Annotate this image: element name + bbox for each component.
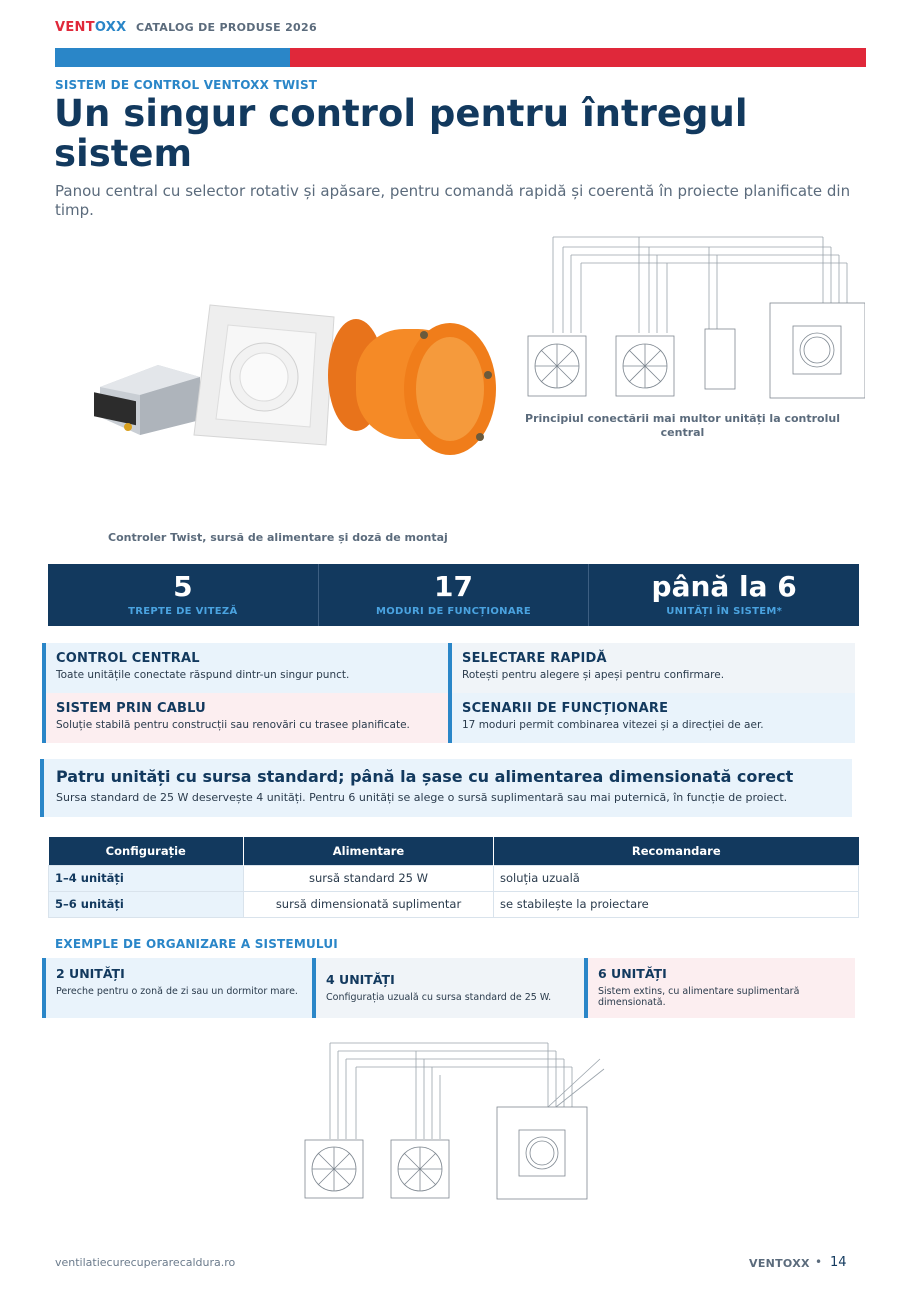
highlight-title: Patru unități cu sursa standard; până la șase cu alimentarea dimensionată corect [56,767,794,786]
stat-label: TREPTE DE VITEZĂ [128,606,238,617]
table-header-configuration: Configurație [49,837,244,865]
examples-row [42,958,855,1018]
example-4-units [312,958,584,1018]
table-header-recommendation: Recomandare [494,837,859,865]
stat-operating-modes [319,564,590,626]
example-title: 4 UNITĂȚI [326,972,395,987]
example-text: Configurația uzuală cu sursa standard de 25 W. [326,992,552,1003]
feature-quick-select [448,643,855,693]
page-title: Un singur control pentru întregul sistem [54,92,748,175]
example-text: Sistem extins, cu alimentare suplimentară dimensionată. [598,986,800,1008]
footer-brand: VENTOXX [749,1257,810,1270]
stats-band [48,564,859,626]
twist-controller-image [194,305,334,445]
table-cell: sursă standard 25 W [244,865,494,891]
brand-logo [55,20,126,35]
wiring-diagram-two-units [300,1035,620,1205]
feature-text: Rotești pentru alegere și apeși pentru confirmare. [462,669,725,681]
highlight-callout [40,759,852,817]
lead-paragraph: Panou central cu selector rotativ și apăsare, pentru comandă rapidă și coerentă în proiecte planificate din timp. [55,182,851,219]
feature-text: 17 moduri permit combinarea vitezei și a direcției de aer. [462,719,764,731]
catalog-label: CATALOG DE PRODUSE 2026 [136,21,317,34]
table-cell: se stabilește la proiectare [494,891,859,917]
feature-grid [42,643,855,743]
feature-title: SELECTARE RAPIDĂ [462,651,607,666]
table-header-row [49,837,859,865]
stat-value: 17 [434,570,473,603]
stat-speed-levels [48,564,319,626]
table-row [49,891,859,917]
brand-logo-part2: OXX [94,20,127,35]
feature-title: SCENARII DE FUNCȚIONARE [462,701,669,716]
stat-label: UNITĂȚI ÎN SISTEM* [666,606,783,617]
example-text: Pereche pentru o zonă de zi sau un dormitor mare. [56,986,298,997]
header-bar-red [290,48,866,67]
section-kicker: SISTEM DE CONTROL VENTOXX TWIST [55,78,318,92]
feature-wired-system [42,693,448,743]
table-cell: 5–6 unități [49,891,244,917]
table-header-power: Alimentare [244,837,494,865]
stat-value: 5 [173,570,193,603]
feature-title: SISTEM PRIN CABLU [56,701,206,716]
table-cell: sursă dimensionată suplimentar [244,891,494,917]
footer-separator: • [815,1255,823,1269]
brand-logo-part1: VENT [55,20,95,35]
feature-text: Soluție stabilă pentru construcții sau renovări cu trasee planificate. [56,719,410,731]
examples-heading: EXEMPLE DE ORGANIZARE A SISTEMULUI [55,937,338,951]
example-title: 6 UNITĂȚI [598,966,667,981]
configuration-table [48,837,859,918]
stat-units-in-system [589,564,859,626]
feature-text: Toate unitățile conectate răspund dintr-un singur punct. [56,669,350,681]
diagram-caption: Principiul conectării mai multor unități la controlul central [525,412,840,439]
feature-central-control [42,643,448,693]
photo-caption: Controler Twist, sursă de alimentare și doză de montaj [108,531,448,544]
table-cell: soluția uzuală [494,865,859,891]
feature-operating-scenarios [448,693,855,743]
feature-title: CONTROL CENTRAL [56,651,200,666]
highlight-text: Sursa standard de 25 W deservește 4 unități. Pentru 6 unități se alege o sursă suplimentară sau mai puternică, în funcție de proiect. [56,791,788,804]
table-row [49,865,859,891]
wiring-diagram-multi-unit [525,233,865,408]
example-2-units [42,958,312,1018]
example-6-units [584,958,855,1018]
power-supply-image [94,365,200,435]
product-photo [88,295,508,470]
mounting-box-image [328,319,496,455]
footer-website: ventilatiecurecuperarecaldura.ro [55,1256,236,1269]
example-title: 2 UNITĂȚI [56,966,125,981]
page-number: 14 [830,1255,847,1270]
header-bar-blue [55,48,290,67]
stat-value: până la 6 [651,570,797,603]
stat-label: MODURI DE FUNCȚIONARE [375,606,532,617]
table-cell: 1–4 unități [49,865,244,891]
